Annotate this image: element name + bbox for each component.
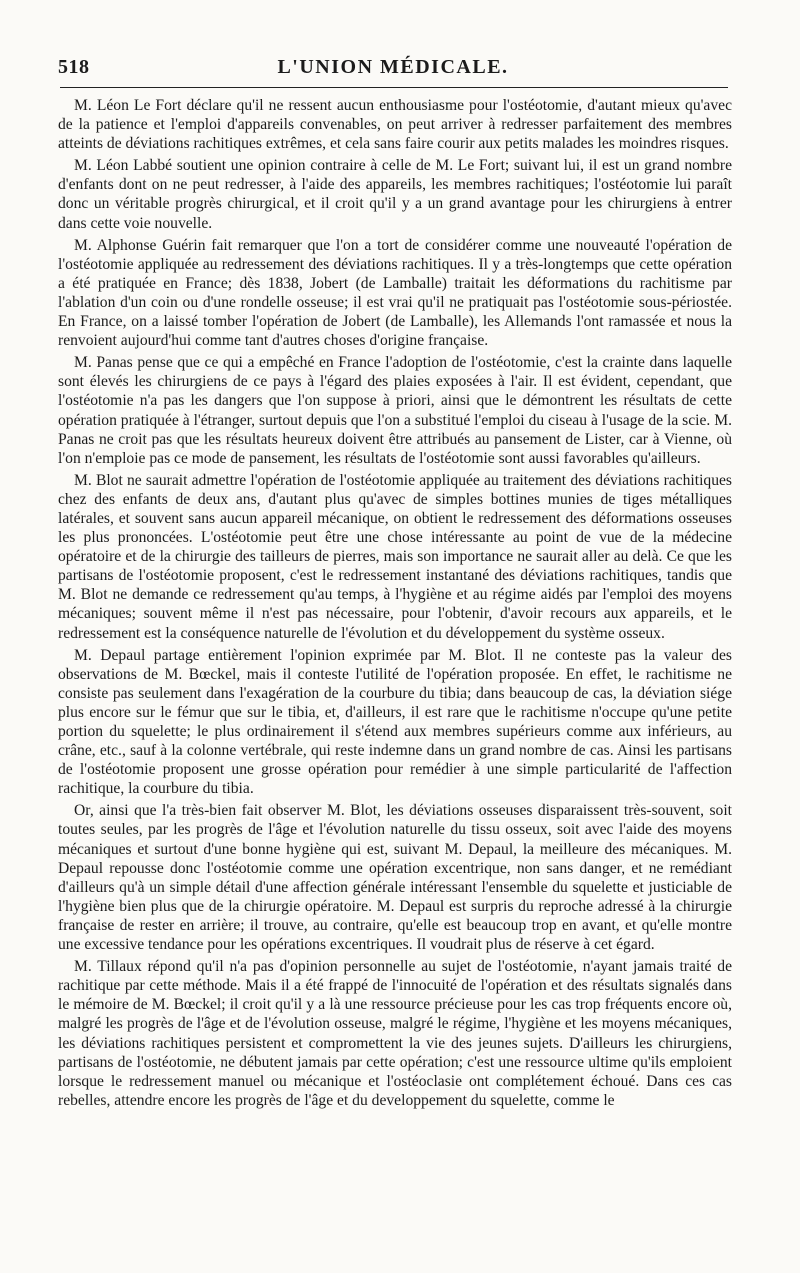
paragraph-le-fort: M. Léon Le Fort déclare qu'il ne ressent aucun enthousiasme pour l'ostéotomie, d'autant mieux qu'avec de la patience et l'emploi d'appareils convenables, on peut arriver à redresser parfaitement des membres atteints de déviations rachitiques extrêmes, et cela sans faire courir aux petits malades les moindres risques. — [58, 97, 732, 153]
paragraph-blot: M. Blot ne saurait admettre l'opération de l'ostéotomie appliquée au traitement des déviations rachitiques chez des enfants de deux ans, d'autant plus qu'avec de simples bottines munies de tiges métalliques latérales, et souvent sans aucun appareil mécanique, on obtient le redressement des déformations osseuses les plus prononcées. L'ostéotomie peut être une chose intéressante au point de vue de la médecine opératoire et de la chirurgie des tailleurs de pierres, mais son importance ne saurait aller au delà. Ce que les partisans de l'ostéotomie proposent, c'est le redressement instantané des déviations rachitiques, tandis que M. Blot ne demande ce redressement qu'au temps, à l'hygiène et au régime aidés par l'emploi des moyens mécaniques; souvent même il n'est pas nécessaire, pour l'obtenir, d'avoir recours aux appareils, et le redressement est la conséquence naturelle de l'évolution et du développement du système osseux. — [58, 471, 732, 642]
paragraph-panas: M. Panas pense que ce qui a empêché en France l'adoption de l'ostéotomie, c'est la crainte dans laquelle sont élevés les chirurgiens de ce pays à l'égard des plaies exposées à l'air. Il est évident, cependant, que l'ostéotomie n'a pas les dangers que l'on suppose à priori, ainsi que le démontrent les résultats de cette opération pratiquée à l'étranger, surtout depuis que l'on a substitué l'emploi du ciseau à l'usage de la scie. M. Panas ne croit pas que les résultats heureux doivent être attribués au pansement de Lister, car à Vienne, où l'on n'emploie pas ce mode de pansement, les résultats de l'ostéotomie sont aussi favorables qu'ailleurs. — [58, 354, 732, 467]
paragraph-depaul: M. Depaul partage entièrement l'opinion exprimée par M. Blot. Il ne conteste pas la valeur des observations de M. Bœckel, mais il conteste l'utilité de l'opération proposée. En effet, le rachitisme ne consiste pas seulement dans l'exagération de la courbure du tibia; dans beaucoup de cas, la déviation siége plus encore sur le fémur que sur le tibia, et, d'ailleurs, il est rare que le rachitisme n'occupe qu'une petite portion du squelette; le plus ordinairement il s'étend aux membres supérieurs comme aux inférieurs, au crâne, etc., sauf à la colonne vertébrale, qui reste indemne dans un grand nombre de cas. Ainsi les partisans de l'ostéotomie proposent une grosse opération pour remédier à une simple particularité de l'affection rachitique, la courbure du tibia. — [58, 646, 732, 798]
paragraph-depaul-continued: Or, ainsi que l'a très-bien fait observer M. Blot, les déviations osseuses disparaissent très-souvent, soit toutes seules, par les progrès de l'âge et l'évolution naturelle du tissu osseux, soit avec l'aide des moyens mécaniques et surtout d'une bonne hygiène qui est, suivant M. Depaul, la meilleure des mécaniques. M. Depaul repousse donc l'ostéotomie comme une opération excentrique, non sans danger, et ne remédiant d'ailleurs qu'à un simple détail d'une affection générale intéressant l'ensemble du squelette et justiciable de l'hygiène bien plus que de la chirurgie opératoire. M. Depaul est surpris du reproche adressé à la chirurgie française de rester en arrière; il trouve, au contraire, qu'elle est beaucoup trop en avant, et qu'elle montre une excessive tendance pour les opérations excentriques. Il voudrait plus de réserve à cet égard. — [58, 802, 732, 954]
article-body — [58, 96, 732, 1110]
page-number: 518 — [58, 56, 90, 78]
paragraph-labbe: M. Léon Labbé soutient une opinion contraire à celle de M. Le Fort; suivant lui, il est un grand nombre d'enfants dont on ne peut redresser, à l'aide des appareils, les membres rachitiques; l'ostéotomie lui paraît donc un véritable progrès chirurgical, et il croit qu'il y a un grand avantage pour les chirurgiens à entrer dans cette voie nouvelle. — [58, 157, 732, 232]
paragraph-guerin: M. Alphonse Guérin fait remarquer que l'on a tort de considérer comme une nouveauté l'opération de l'ostéotomie appliquée au redressement des déviations rachitiques. Il y a très-longtemps que cette opération a été pratiquée en France; dès 1838, Jobert (de Lamballe) traitait les déformations du rachitisme par l'ablation d'un coin ou d'une rondelle osseuse; il est vrai qu'il ne pratiquait pas l'ostéotomie sous-périostée. En France, on a laissé tomber l'opération de Jobert (de Lamballe), les Allemands l'ont ramassée et nous la renvoient aujourd'hui comme tant d'autres choses d'origine française. — [58, 236, 732, 350]
header-rule — [60, 87, 728, 88]
page-header — [58, 50, 728, 80]
paragraph-tillaux: M. Tillaux répond qu'il n'a pas d'opinion personnelle au sujet de l'ostéotomie, n'ayant jamais traité de rachitique par cette méthode. Mais il a été frappé de l'innocuité de l'opération et des résultats signalés dans le mémoire de M. Bœckel; il croit qu'il y a là une ressource précieuse pour les cas trop fréquents encore où, malgré les progrès de l'âge et de l'évolution osseuse, malgré le régime, l'hygiène et les moyens mécaniques, les déviations rachitiques persistent et compromettent la vie des jeunes sujets. D'ailleurs les chirurgiens, partisans de l'ostéotomie, ne débutent jamais par cette opération; c'est une ressource ultime qu'ils emploient lorsque le redressement manuel ou mécanique et l'ostéoclasie ont complétement échoué. Dans ces cas rebelles, attendre encore les progrès de l'âge et du developpement du squelette, comme le — [58, 958, 732, 1109]
running-title: L'UNION MÉDICALE. — [277, 56, 509, 78]
